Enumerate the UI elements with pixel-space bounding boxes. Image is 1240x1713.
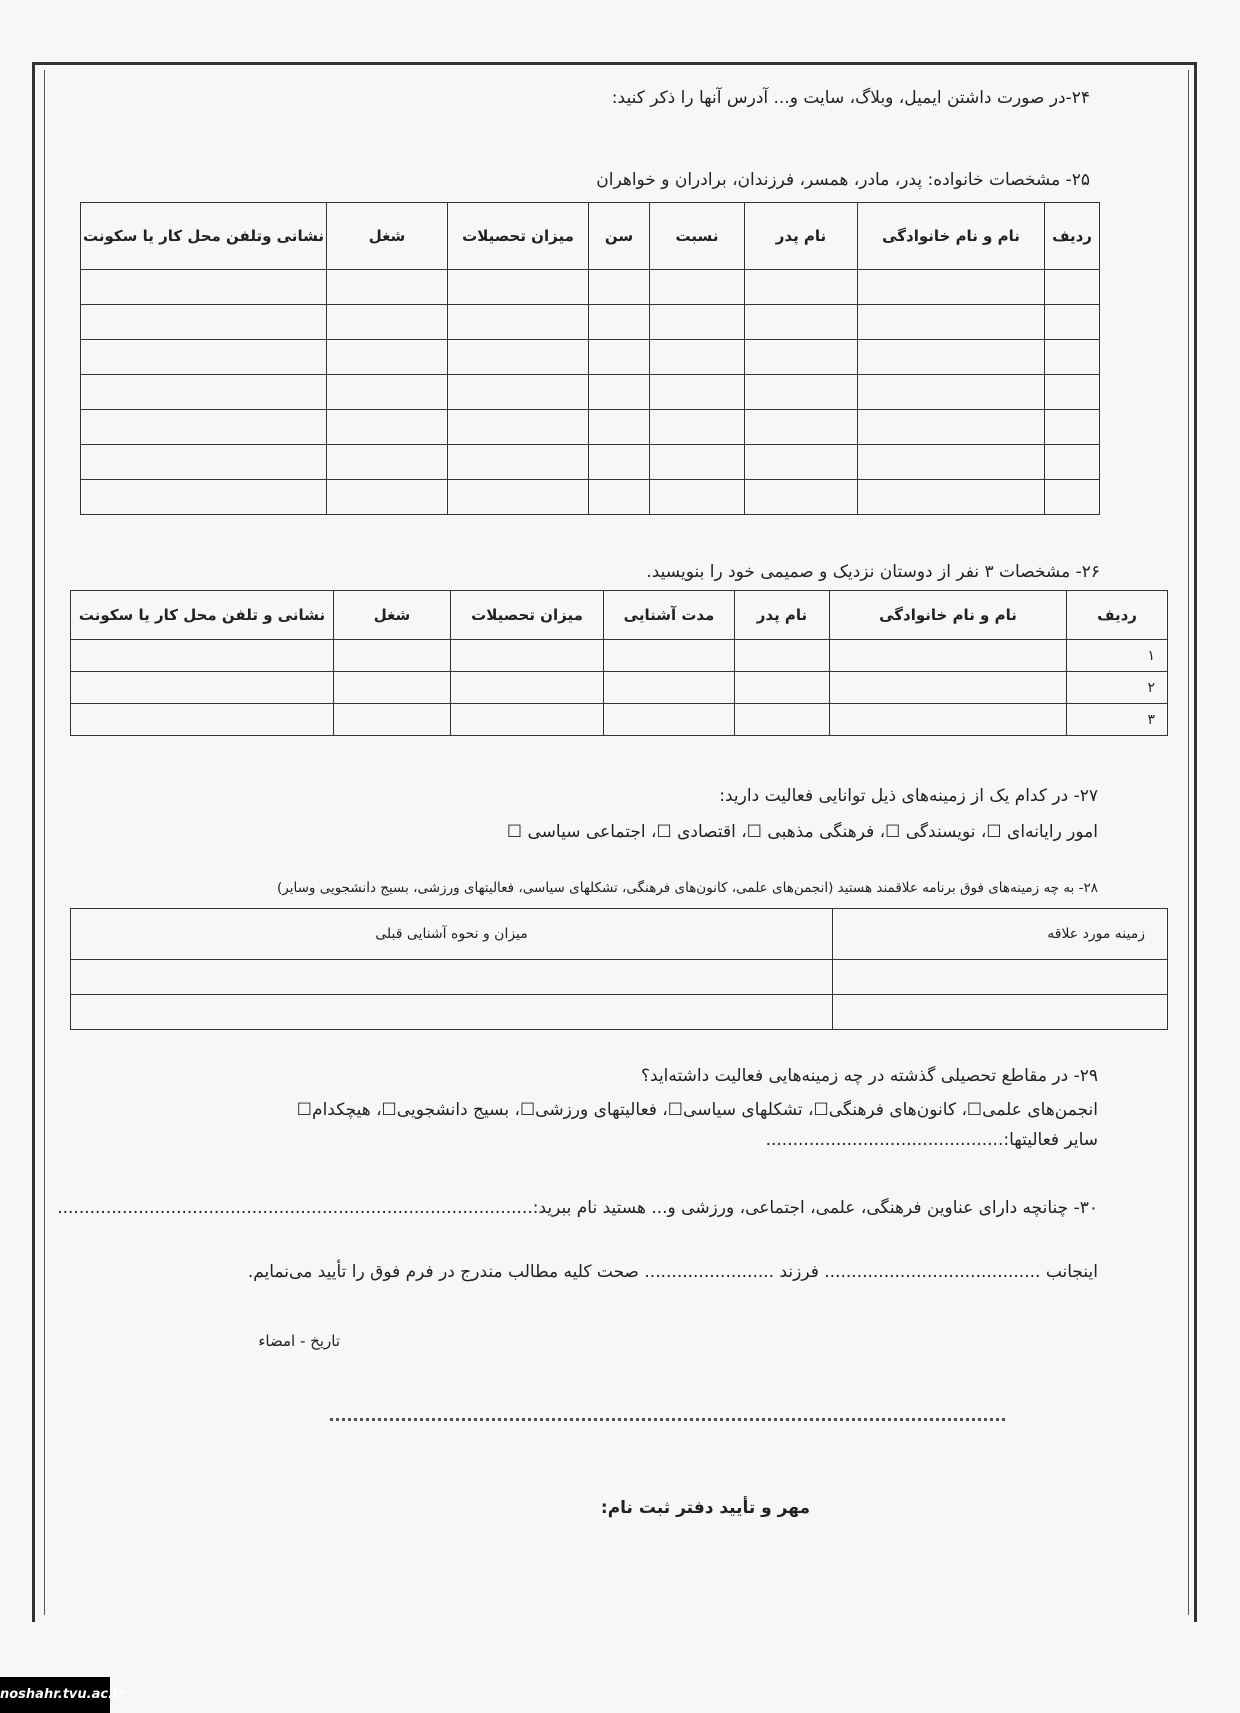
table-row (71, 640, 1168, 672)
family-table (80, 202, 1100, 515)
q30-text: ۳۰- چنانچه دارای عناوین فرهنگی، علمی، اجتماعی، ورزشی و... هستید نام ببرید:........................................................................................ (57, 1198, 1098, 1218)
friends-col-father: نام پدر (735, 591, 830, 640)
table-row (81, 270, 1100, 305)
family-col-job: شغل (327, 203, 448, 270)
interest-table (70, 908, 1168, 1030)
table-row (81, 445, 1100, 480)
family-col-relation: نسبت (650, 203, 745, 270)
friends-col-address: نشانی و تلفن محل کار یا سکونت (71, 591, 334, 640)
q29-options: انجمن‌های علمی☐، کانون‌های فرهنگی☐، تشکلهای سیاسی☐، فعالیتهای ورزشی☐، بسیج دانشجویی☐، هیچکدام☐ (296, 1100, 1098, 1120)
row-number: ۲ (1067, 672, 1168, 704)
q24-text: ۲۴-در صورت داشتن ایمیل، وبلاگ، سایت و... آدرس آنها را ذکر کنید: (611, 88, 1090, 108)
table-row (71, 704, 1168, 736)
date-signature: تاریخ - امضاء (258, 1332, 340, 1350)
q27-title: ۲۷- در کدام یک از زمینه‌های ذیل توانایی فعالیت دارید: (719, 786, 1098, 806)
family-col-name: نام و نام خانوادگی (858, 203, 1045, 270)
q26-title: ۲۶- مشخصات ۳ نفر از دوستان نزدیک و صمیمی خود را بنویسید. (646, 562, 1100, 582)
friends-table (70, 590, 1168, 736)
site-watermark: noshahr.tvu.ac.ir (0, 1677, 110, 1713)
friends-col-name: نام و نام خانوادگی (830, 591, 1067, 640)
family-col-age: سن (589, 203, 650, 270)
table-row (71, 960, 1168, 995)
table-row (71, 995, 1168, 1030)
friends-col-row: ردیف (1067, 591, 1168, 640)
table-row (81, 375, 1100, 410)
friends-col-acquaintance: مدت آشنایی (604, 591, 735, 640)
q28-title: ۲۸- به چه زمینه‌های فوق برنامه علاقمند هستید (انجمن‌های علمی، کانون‌های فرهنگی، تشکلهای سیاسی، فعالیتهای ورزشی، بسیج دانشجویی وسایر) (276, 880, 1098, 896)
table-row (81, 340, 1100, 375)
friends-col-education: میزان تحصیلات (451, 591, 604, 640)
family-col-father: نام پدر (745, 203, 858, 270)
q27-options: امور رایانه‌ای ☐، نویسندگی ☐، فرهنگی مذهبی ☐، اقتصادی ☐، اجتماعی سیاسی ☐ (506, 822, 1098, 842)
q29-other: سایر فعالیتها:............................................ (765, 1130, 1098, 1150)
family-col-row: ردیف (1045, 203, 1100, 270)
interest-col-field: زمینه مورد علاقه (833, 909, 1168, 960)
q25-title: ۲۵- مشخصات خانواده: پدر، مادر، همسر، فرزندان، برادران و خواهران (596, 170, 1090, 190)
dotted-separator (330, 1418, 1005, 1421)
table-row (71, 672, 1168, 704)
table-row (81, 480, 1100, 515)
q29-title: ۲۹- در مقاطع تحصیلی گذشته در چه زمینه‌هایی فعالیت داشته‌اید؟ (641, 1066, 1098, 1086)
row-number: ۱ (1067, 640, 1168, 672)
family-col-address: نشانی وتلفن محل کار یا سکونت (81, 203, 327, 270)
declaration-text: اینجانب ........................................ فرزند ........................ صحت کلیه مطالب مندرج در فرم فوق را تأیید می‌نمایم. (247, 1262, 1098, 1282)
friends-col-job: شغل (334, 591, 451, 640)
registration-stamp-label: مهر و تأیید دفتر ثبت نام: (600, 1498, 810, 1518)
table-row (81, 305, 1100, 340)
family-col-education: میزان تحصیلات (448, 203, 589, 270)
row-number: ۳ (1067, 704, 1168, 736)
table-row (81, 410, 1100, 445)
interest-col-familiarity: میزان و نحوه آشنایی قبلی (71, 909, 833, 960)
